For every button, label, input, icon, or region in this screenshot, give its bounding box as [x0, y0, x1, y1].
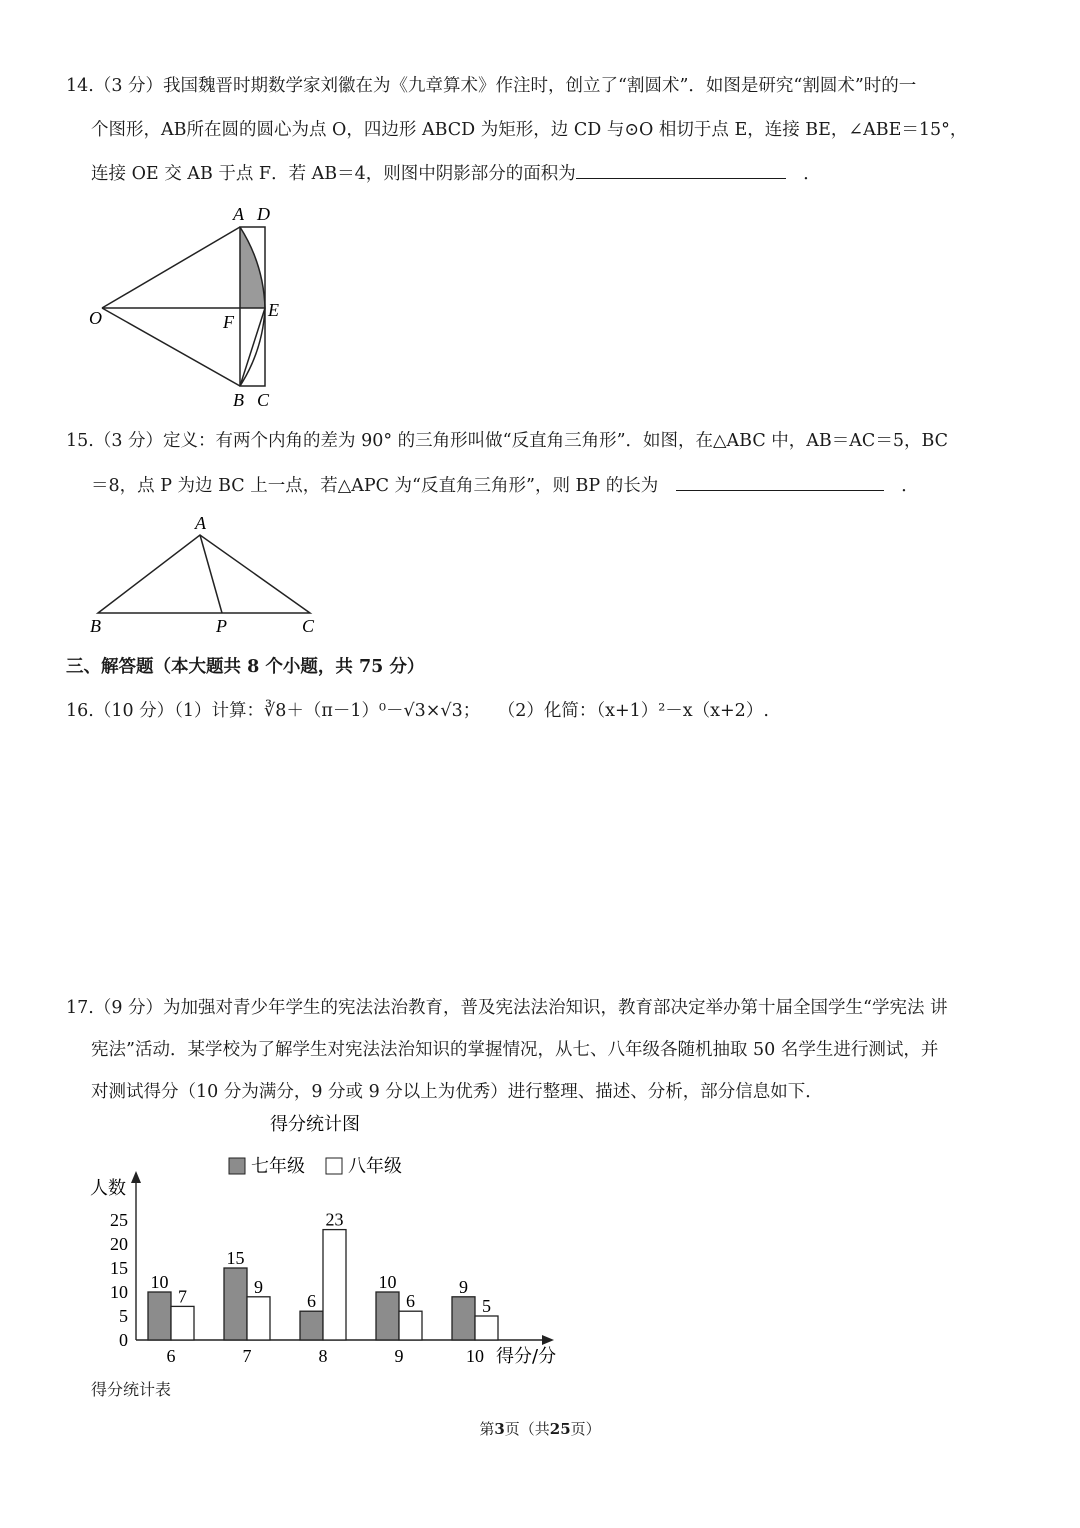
bar-grade7 [300, 1311, 323, 1340]
x-axis-arrow [542, 1335, 554, 1345]
bar-value-label: 9 [459, 1276, 468, 1297]
label-C2: C [302, 616, 315, 636]
q15-line2-end: ． [901, 476, 919, 496]
legend-label-grade8: 八年级 [348, 1156, 402, 1177]
footer-page: 3 [494, 1420, 505, 1438]
bar-value-label: 9 [254, 1276, 263, 1297]
bar-grade8 [475, 1316, 498, 1340]
legend-swatch-grade8 [326, 1158, 342, 1174]
label-B2: B [90, 616, 101, 636]
q14-shaded-region [240, 227, 265, 308]
x-tick-label: 7 [242, 1346, 252, 1366]
bar-grade8 [171, 1306, 194, 1340]
label-A2: A [195, 513, 206, 533]
q17-line3: 对测试得分（10 分为满分，9 分或 9 分以上为优秀）进行整理、描述、分析，部分信息如下． [91, 1082, 823, 1102]
y-tick-label: 5 [119, 1306, 128, 1326]
bar-value-label: 7 [178, 1286, 187, 1307]
chart-title: 得分统计图 [270, 1114, 360, 1135]
y-tick-label: 15 [110, 1258, 128, 1278]
q17-line2: 宪法”活动．某学校为了解学生对宪法法治知识的掌握情况，从七、八年级各随机抽取 50 名学生进行测试，并 [91, 1040, 939, 1060]
q14-line1: 14.（3 分）我国魏晋时期数学家刘徽在为《九章算术》作注时，创立了“割圆术”．如图是研究“割圆术”时的一 [66, 76, 917, 96]
footer-total: 25 [549, 1420, 571, 1438]
y-axis-arrow [131, 1171, 141, 1183]
q17-line1: 17.（9 分）为加强对青少年学生的宪法法治教育，普及宪法法治知识，教育部决定举办第十届全国学生“学宪法 讲 [66, 998, 948, 1018]
x-tick-label: 10 [466, 1346, 484, 1366]
bar-grade8 [399, 1311, 422, 1340]
label-A: A [233, 204, 244, 224]
q14-line2: 个图形，AB所在圆的圆心为点 O，四边形 ABCD 为矩形，边 CD 与⊙O 相切于点 E，连接 BE，∠ABE＝15°， [91, 120, 968, 140]
bar-grade7 [452, 1297, 475, 1340]
q15-line2-text: ＝8，点 P 为边 BC 上一点，若△APC 为“反直角三角形”，则 BP 的长为 [91, 476, 659, 496]
bar-value-label: 6 [406, 1291, 415, 1312]
y-tick-label: 10 [110, 1282, 128, 1302]
footer-post: 页） [570, 1420, 601, 1438]
label-C: C [257, 390, 270, 410]
q15-figure [82, 510, 332, 640]
bar-grade7 [148, 1292, 171, 1340]
x-tick-label: 9 [394, 1346, 404, 1366]
bar-grade7 [224, 1268, 247, 1340]
y-tick-label: 25 [110, 1210, 128, 1230]
y-tick-label: 0 [119, 1330, 128, 1350]
q14-answer-blank[interactable] [576, 160, 786, 179]
bar-value-label: 23 [325, 1209, 344, 1230]
bar-value-label: 6 [307, 1291, 316, 1312]
label-P: P [216, 616, 227, 636]
q14-figure [80, 200, 310, 415]
x-tick-label: 6 [166, 1346, 176, 1366]
legend-swatch-grade7 [229, 1158, 245, 1174]
q16-text: 16.（10 分）（1）计算：∛8＋（π－1）⁰－√3×√3； （2）化简：（x+1）²－x（x+2）. [66, 701, 769, 721]
bar-value-label: 15 [226, 1248, 245, 1268]
y-tick-label: 20 [110, 1234, 128, 1254]
label-F: F [223, 312, 234, 332]
segment-ap [200, 535, 222, 613]
y-axis-label: 人数 [90, 1178, 126, 1199]
q15-line2 [91, 472, 919, 498]
label-E: E [268, 300, 279, 320]
label-B: B [233, 390, 244, 410]
table-caption: 得分统计表 [91, 1380, 172, 1399]
bar-value-label: 5 [482, 1296, 491, 1316]
q14-line3 [91, 160, 821, 186]
label-O: O [89, 308, 102, 328]
q15-line1: 15.（3 分）定义：有两个内角的差为 90° 的三角形叫做“反直角三角形”．如图，在△ABC 中，AB＝AC＝5，BC [66, 431, 949, 451]
bar-value-label: 10 [378, 1272, 397, 1292]
q14-line3-text: 连接 OE 交 AB 于点 F．若 AB＝4，则图中阴影部分的面积为 [91, 164, 576, 184]
segment-be [240, 308, 265, 386]
section-heading: 三、解答题（本大题共 8 个小题，共 75 分） [66, 657, 425, 677]
bar-grade7 [376, 1292, 399, 1340]
bar-grade8 [323, 1230, 346, 1340]
legend-label-grade7: 七年级 [251, 1156, 305, 1177]
q15-answer-blank[interactable] [676, 472, 884, 491]
footer-mid: 页（共 [504, 1420, 550, 1438]
footer-pre: 第 [479, 1420, 495, 1438]
bar-value-label: 10 [150, 1272, 169, 1292]
x-axis-label: 得分/分 [496, 1346, 557, 1367]
label-D: D [257, 204, 270, 224]
page-footer [0, 1418, 1080, 1439]
score-bar-chart [80, 1105, 580, 1375]
x-tick-label: 8 [318, 1346, 328, 1366]
bar-grade8 [247, 1297, 270, 1340]
q14-line3-end: ． [803, 164, 821, 184]
